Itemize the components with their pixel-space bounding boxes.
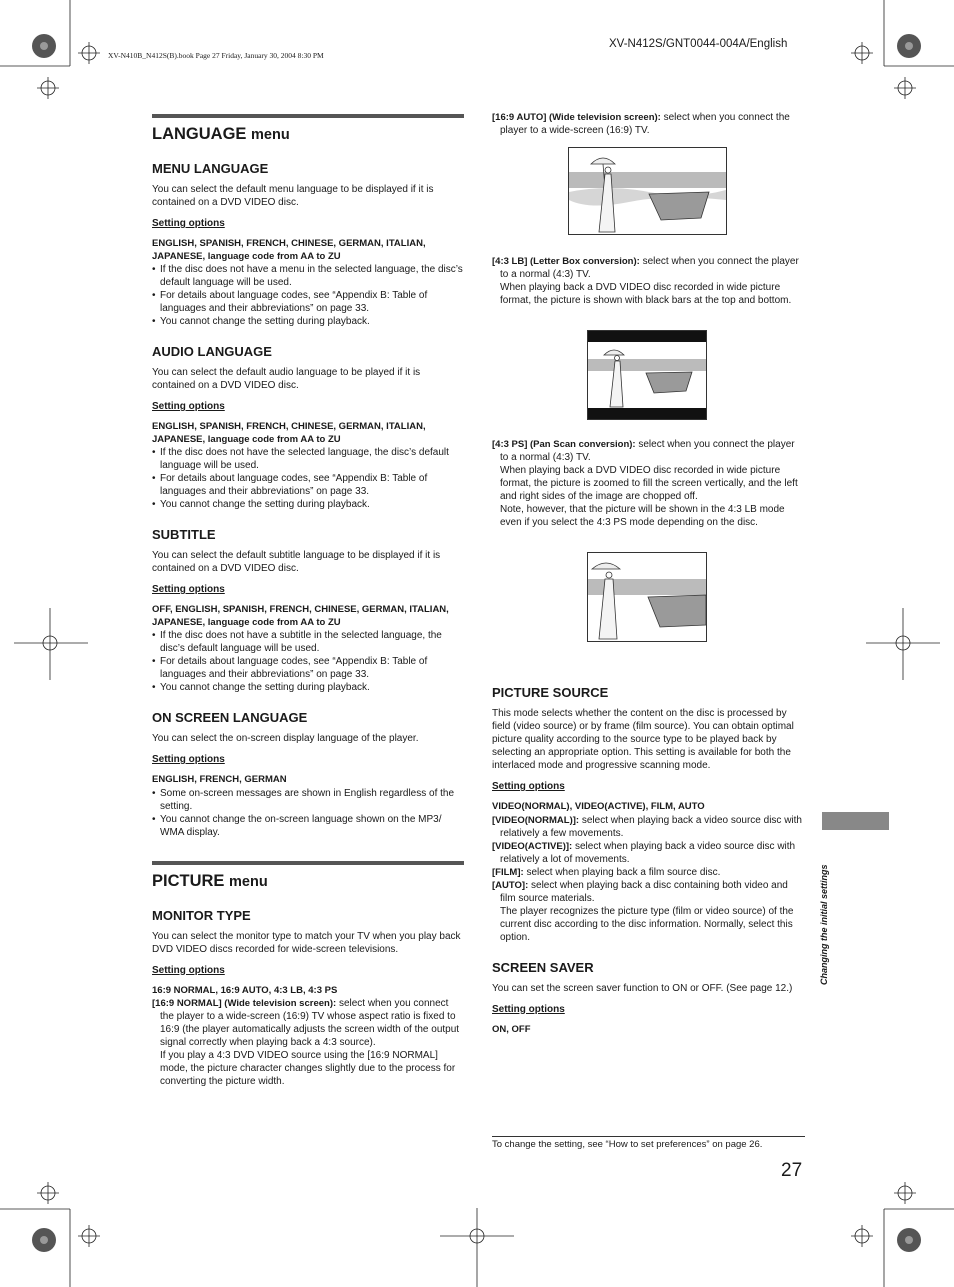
lb-block (492, 255, 804, 307)
monitor-type-heading: MONITOR TYPE (152, 907, 251, 923)
video-active-option (492, 840, 804, 866)
side-tab-label: Changing the initial settings (819, 864, 829, 985)
list-item: • If the disc does not have the selected language, the disc’s default language will be used. (152, 446, 464, 472)
lb-note: When playing back a DVD VIDEO disc recorded in wide picture format, the picture is shown with black bars at the top and bottom. (500, 282, 792, 306)
section-rule (152, 114, 464, 118)
section-rule (152, 861, 464, 865)
section-title-suffix: menu (251, 127, 290, 143)
setting-options-label: Setting options (152, 401, 225, 412)
list-item: • If the disc does not have a menu in the selected language, the disc’s default language will be used. (152, 263, 464, 289)
chapter-tab (822, 812, 889, 830)
on-screen-language-options: ENGLISH, FRENCH, GERMAN (152, 774, 287, 785)
letterbox-illustration (587, 330, 707, 420)
auto-source-note: The player recognizes the picture type (film or video source) of the current disc according to the disc information. Normally, select this option. (500, 905, 794, 943)
option-text: select when you connect the player to a normal (4:3) TV. (500, 256, 799, 280)
screen-saver-desc: You can set the screen saver function to ON or OFF. (See page 12.) (492, 982, 793, 994)
option-text: select when playing back a film source disc. (526, 866, 721, 878)
pan-scan-illustration (587, 552, 707, 642)
option-label: [AUTO]: (492, 879, 529, 891)
menu-language-options: ENGLISH, SPANISH, FRENCH, CHINESE, GERMAN, ITALIAN, JAPANESE, language code from AA to ZU (152, 238, 426, 262)
option-label: [16:9 NORMAL] (Wide television screen): (152, 998, 337, 1009)
list-item: • You cannot change the setting during playback. (152, 315, 464, 328)
audio-language-desc: You can select the default audio language to be played if it is contained on a DVD VIDEO disc. (152, 367, 421, 391)
option-label: [FILM]: (492, 866, 524, 878)
footer-note: To change the setting, see “How to set preferences” on page 26. (492, 1136, 805, 1150)
subtitle-notes (152, 629, 464, 694)
setting-options-label: Setting options (492, 1003, 565, 1015)
menu-language-desc: You can select the default menu language to be displayed if it is contained on a DVD VIDEO disc. (152, 184, 434, 208)
menu-language-heading: MENU LANGUAGE (152, 161, 269, 176)
normal-option (152, 997, 464, 1049)
picture-source-block (492, 669, 804, 1036)
doc-id: XV-N412S/GNT0044-004A/English (609, 38, 788, 50)
list-item: • Some on-screen messages are shown in English regardless of the setting. (152, 787, 464, 813)
list-item: • For details about language codes, see “Appendix B: Table of languages and their abbreviations” on page 33. (152, 472, 464, 498)
menu-language-notes (152, 263, 464, 328)
auto-option (492, 111, 804, 137)
list-item: • You cannot change the on-screen language shown on the MP3/ WMA display. (152, 813, 464, 839)
left-column (152, 114, 464, 1088)
subtitle-desc: You can select the default subtitle language to be displayed if it is contained on a DVD VIDEO disc. (152, 550, 441, 574)
audio-language-heading: AUDIO LANGUAGE (152, 344, 272, 359)
section-title-text: LANGUAGE (152, 125, 247, 143)
ps-note-2: Note, however, that the picture will be shown in the 4:3 LB mode even if you select the 4:3 PS mode depending on the disc. (500, 504, 785, 528)
normal-note: If you play a 4:3 DVD VIDEO source using the [16:9 NORMAL] mode, the picture character changes slightly due to the process for converting the picture width. (160, 1050, 456, 1087)
monitor-type-desc: You can select the monitor type to match your TV when you play back DVD VIDEO discs recorded for wide-screen televisions. (152, 930, 461, 955)
on-screen-language-desc: You can select the on-screen display language of the player. (152, 733, 419, 744)
list-item: • If the disc does not have a subtitle in the selected language, the disc’s default language will be used. (152, 629, 464, 655)
video-normal-option (492, 814, 804, 840)
letterbox-image (588, 331, 706, 419)
picture-source-heading: PICTURE SOURCE (492, 685, 609, 700)
beach-scene-image (569, 148, 726, 234)
list-item: • For details about language codes, see “Appendix B: Table of languages and their abbreviations” on page 33. (152, 655, 464, 681)
setting-options-label: Setting options (152, 754, 225, 765)
option-text: select when playing back a video source disc with relatively a lot of movements. (500, 840, 796, 865)
screen-saver-heading: SCREEN SAVER (492, 959, 594, 975)
page-number: 27 (781, 1160, 803, 1181)
option-label: [16:9 AUTO] (Wide television screen): (492, 112, 661, 123)
option-text: select when you connect the player to a wide-screen (16:9) TV whose aspect ratio is fixed to 16:9 (the player automatically adjusts the screen width of the output signal correctly when playing back a 4:3 source). (160, 998, 460, 1048)
ps-block (492, 438, 804, 529)
monitor-type-options: 16:9 NORMAL, 16:9 AUTO, 4:3 LB, 4:3 PS (152, 984, 338, 996)
option-label: [VIDEO(ACTIVE)]: (492, 840, 573, 852)
option-text: select when you connect the player to a wide-screen (16:9) TV. (500, 112, 790, 136)
list-item: • You cannot change the setting during playback. (152, 681, 464, 694)
option-text: select when you connect the player to a normal (4:3) TV. (500, 439, 795, 463)
subtitle-heading: SUBTITLE (152, 527, 216, 542)
section-title-suffix: menu (229, 873, 268, 890)
wide-screen-illustration (568, 147, 727, 235)
setting-options-label: Setting options (152, 964, 225, 976)
option-text: select when playing back a disc containing both video and film source materials. (500, 879, 788, 904)
picture-source-options: VIDEO(NORMAL), VIDEO(ACTIVE), FILM, AUTO (492, 801, 705, 812)
pan-scan-image (588, 553, 706, 641)
setting-options-label: Setting options (492, 781, 565, 792)
subtitle-options: OFF, ENGLISH, SPANISH, FRENCH, CHINESE, GERMAN, ITALIAN, JAPANESE, language code from AA to ZU (152, 604, 449, 628)
list-item: • You cannot change the setting during playback. (152, 498, 464, 511)
lb-option (492, 255, 804, 281)
auto-source-option (492, 879, 804, 905)
list-item: • For details about language codes, see “Appendix B: Table of languages and their abbreviations” on page 33. (152, 289, 464, 315)
language-menu-title (152, 124, 464, 145)
picture-source-desc: This mode selects whether the content on the disc is processed by field (video source) or by frame (film source). You can obtain optimal picture quality according to the source type to be played back by selecting an appropriate option. This setting is available for both the interlaced mode and progressive scanning mode. (492, 708, 794, 771)
ps-option (492, 438, 804, 464)
book-info: XV-N410B_N412S(B).book Page 27 Friday, January 30, 2004 8:30 PM (108, 51, 324, 60)
audio-language-options: ENGLISH, SPANISH, FRENCH, CHINESE, GERMAN, ITALIAN, JAPANESE, language code from AA to ZU (152, 421, 426, 445)
on-screen-language-heading: ON SCREEN LANGUAGE (152, 710, 308, 725)
option-label: [4:3 PS] (Pan Scan conversion): (492, 439, 636, 450)
setting-options-label: Setting options (152, 218, 225, 229)
option-text: select when playing back a video source disc with relatively a few movements. (500, 814, 802, 839)
option-label: [4:3 LB] (Letter Box conversion): (492, 256, 640, 267)
audio-language-notes (152, 446, 464, 511)
section-title-text: PICTURE (152, 871, 225, 890)
setting-options-label: Setting options (152, 584, 225, 595)
screen-saver-options: ON, OFF (492, 1023, 531, 1035)
option-label: [VIDEO(NORMAL)]: (492, 814, 580, 826)
film-option (492, 866, 804, 879)
ps-note-1: When playing back a DVD VIDEO disc recorded in wide picture format, the picture is zoomed to fill the screen vertically, and the left and right sides of the image are chopped off. (500, 465, 798, 502)
on-screen-language-notes (152, 787, 464, 839)
picture-menu-title (152, 871, 464, 892)
